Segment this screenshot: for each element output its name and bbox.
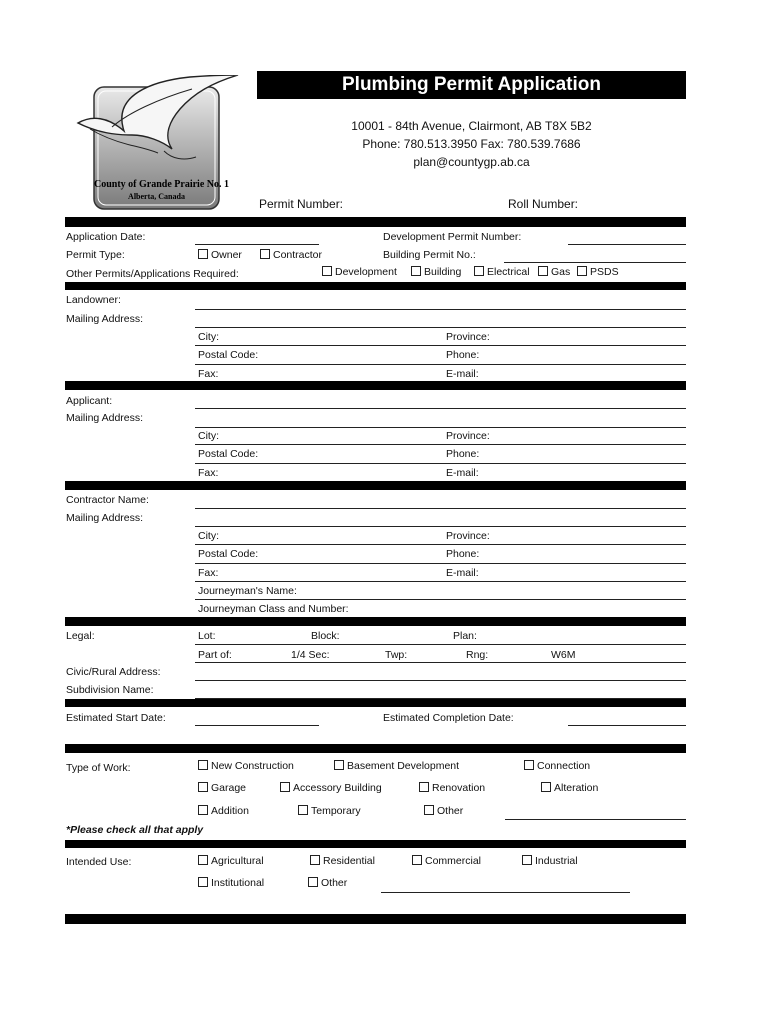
part-of-label: Part of: xyxy=(198,649,232,661)
applicant-postal-label: Postal Code: xyxy=(198,448,259,460)
industrial-label: Industrial xyxy=(535,855,578,867)
applicant-postal-field[interactable] xyxy=(195,463,686,464)
building-permit-no-label: Building Permit No.: xyxy=(383,249,476,261)
landowner-phone-label: Phone: xyxy=(446,349,480,361)
civic-address-field[interactable] xyxy=(195,680,686,681)
twp-label: Twp: xyxy=(385,649,408,661)
contractor-mailing-label: Mailing Address: xyxy=(66,512,144,524)
contractor-fax-label: Fax: xyxy=(198,567,219,579)
contractor-name-field[interactable] xyxy=(195,508,686,509)
other-permits-label: Other Permits/Applications Required: xyxy=(66,268,239,280)
intended-use-label: Intended Use: xyxy=(66,856,132,868)
landowner-field[interactable] xyxy=(195,309,686,310)
block-label: Block: xyxy=(311,630,340,642)
contractor-province-label: Province: xyxy=(446,530,490,542)
roll-number-label: Roll Number: xyxy=(508,197,579,211)
garage-label: Garage xyxy=(211,782,247,794)
residential-label: Residential xyxy=(323,855,375,867)
applicant-city-field[interactable] xyxy=(195,444,686,445)
page-title: Plumbing Permit Application xyxy=(257,71,686,99)
contractor-postal-field[interactable] xyxy=(195,563,686,564)
landowner-province-label: Province: xyxy=(446,331,490,343)
applicant-city-label: City: xyxy=(198,430,219,442)
contractor-city-field[interactable] xyxy=(195,544,686,545)
owner-checkbox[interactable] xyxy=(198,249,242,261)
plan-label: Plan: xyxy=(453,630,477,642)
dev-permit-number-field[interactable] xyxy=(568,244,686,245)
lot-block-plan-field[interactable] xyxy=(195,644,686,645)
commercial-label: Commercial xyxy=(425,855,482,867)
industrial-checkbox[interactable] xyxy=(522,855,578,867)
logo-region: Alberta, Canada xyxy=(128,192,185,201)
gas-label: Gas xyxy=(551,266,571,278)
alteration-checkbox[interactable] xyxy=(541,782,598,794)
section-divider xyxy=(65,217,686,227)
agricultural-checkbox[interactable] xyxy=(198,855,264,867)
section-divider xyxy=(65,840,686,848)
alteration-label: Alteration xyxy=(554,782,599,794)
landowner-mailing-label: Mailing Address: xyxy=(66,313,144,325)
building-permit-no-field[interactable] xyxy=(504,262,686,263)
other-work-field[interactable] xyxy=(505,819,686,820)
electrical-label: Electrical xyxy=(487,266,530,278)
commercial-checkbox[interactable] xyxy=(412,855,481,867)
quarter-sec-label: 1/4 Sec: xyxy=(291,649,330,661)
office-phone-fax: Phone: 780.513.3950 Fax: 780.539.7686 xyxy=(362,137,581,151)
development-checkbox[interactable] xyxy=(322,266,397,278)
journeyman-name-field[interactable] xyxy=(195,599,686,600)
section-divider xyxy=(65,699,686,707)
basement-label: Basement Development xyxy=(347,760,460,772)
county-logo xyxy=(72,75,242,215)
landowner-mailing-field[interactable] xyxy=(195,327,686,328)
applicant-field[interactable] xyxy=(195,408,686,409)
permit-type-label: Permit Type: xyxy=(66,249,125,261)
landowner-fax-label: Fax: xyxy=(198,368,219,380)
agricultural-label: Agricultural xyxy=(211,855,264,867)
section-divider xyxy=(65,914,686,924)
other-use-checkbox[interactable] xyxy=(308,877,347,889)
building-label: Building xyxy=(424,266,462,278)
section-divider xyxy=(65,744,686,753)
contractor-phone-label: Phone: xyxy=(446,548,480,560)
journeyman-name-label: Journeyman's Name: xyxy=(198,585,297,597)
applicant-label: Applicant: xyxy=(66,395,113,407)
new-construction-checkbox[interactable] xyxy=(198,760,294,772)
completion-date-label: Estimated Completion Date: xyxy=(383,712,514,724)
temporary-checkbox[interactable] xyxy=(298,805,361,817)
contractor-email-label: E-mail: xyxy=(446,567,479,579)
w6m-label: W6M xyxy=(551,649,576,661)
applicant-email-label: E-mail: xyxy=(446,467,479,479)
landowner-label: Landowner: xyxy=(66,294,121,306)
landowner-city-field[interactable] xyxy=(195,345,686,346)
check-all-note: *Please check all that apply xyxy=(66,824,204,836)
subdivision-label: Subdivision Name: xyxy=(66,684,154,696)
addition-label: Addition xyxy=(211,805,249,817)
other-work-label: Other xyxy=(437,805,464,817)
other-use-field[interactable] xyxy=(381,892,630,893)
completion-date-field[interactable] xyxy=(568,725,686,726)
electrical-checkbox[interactable] xyxy=(474,266,530,278)
gas-checkbox[interactable] xyxy=(538,266,570,278)
development-label: Development xyxy=(335,266,397,278)
applicant-province-label: Province: xyxy=(446,430,490,442)
journeyman-class-label: Journeyman Class and Number: xyxy=(198,603,349,615)
applicant-phone-label: Phone: xyxy=(446,448,480,460)
section-divider xyxy=(65,481,686,490)
contractor-checkbox[interactable] xyxy=(260,249,322,261)
contractor-name-label: Contractor Name: xyxy=(66,494,149,506)
other-work-checkbox[interactable] xyxy=(424,805,463,817)
applicant-fax-label: Fax: xyxy=(198,467,219,479)
landowner-city-label: City: xyxy=(198,331,219,343)
contractor-fax-field[interactable] xyxy=(195,581,686,582)
renovation-label: Renovation xyxy=(432,782,486,794)
residential-checkbox[interactable] xyxy=(310,855,375,867)
renovation-checkbox[interactable] xyxy=(419,782,485,794)
accessory-label: Accessory Building xyxy=(293,782,382,794)
section-divider xyxy=(65,381,686,390)
owner-label: Owner xyxy=(211,249,242,261)
type-of-work-label: Type of Work: xyxy=(66,762,131,774)
permit-number-label: Permit Number: xyxy=(259,197,344,211)
section-divider xyxy=(65,282,686,290)
contractor-postal-label: Postal Code: xyxy=(198,548,259,560)
application-date-field[interactable] xyxy=(195,244,319,245)
connection-label: Connection xyxy=(537,760,591,772)
connection-checkbox[interactable] xyxy=(524,760,590,772)
landowner-postal-field[interactable] xyxy=(195,364,686,365)
start-date-label: Estimated Start Date: xyxy=(66,712,166,724)
logo-org-name: County of Grande Prairie No. 1 xyxy=(94,179,229,190)
basement-checkbox[interactable] xyxy=(334,760,459,772)
application-date-label: Application Date: xyxy=(66,231,146,243)
applicant-mailing-label: Mailing Address: xyxy=(66,412,144,424)
landowner-postal-label: Postal Code: xyxy=(198,349,259,361)
institutional-checkbox[interactable] xyxy=(198,877,264,889)
lot-label: Lot: xyxy=(198,630,216,642)
temporary-label: Temporary xyxy=(311,805,361,817)
section-divider xyxy=(65,617,686,626)
institutional-label: Institutional xyxy=(211,877,265,889)
contractor-mailing-field[interactable] xyxy=(195,526,686,527)
psds-label: PSDS xyxy=(590,266,619,278)
start-date-field[interactable] xyxy=(195,725,319,726)
building-checkbox[interactable] xyxy=(411,266,461,278)
civic-address-label: Civic/Rural Address: xyxy=(66,666,161,678)
office-email: plan@countygp.ab.ca xyxy=(413,155,530,169)
office-address: 10001 - 84th Avenue, Clairmont, AB T8X 5B2 xyxy=(351,119,592,133)
psds-checkbox[interactable] xyxy=(577,266,619,278)
addition-checkbox[interactable] xyxy=(198,805,249,817)
dev-permit-number-label: Development Permit Number: xyxy=(383,231,522,243)
legal-label: Legal: xyxy=(66,630,95,642)
rng-label: Rng: xyxy=(466,649,489,661)
part-of-field[interactable] xyxy=(195,662,686,663)
contractor-city-label: City: xyxy=(198,530,219,542)
new-construction-label: New Construction xyxy=(211,760,294,772)
contractor-label: Contractor xyxy=(273,249,323,261)
garage-checkbox[interactable] xyxy=(198,782,246,794)
applicant-mailing-field[interactable] xyxy=(195,427,686,428)
accessory-checkbox[interactable] xyxy=(280,782,382,794)
other-use-label: Other xyxy=(321,877,348,889)
landowner-email-label: E-mail: xyxy=(446,368,479,380)
